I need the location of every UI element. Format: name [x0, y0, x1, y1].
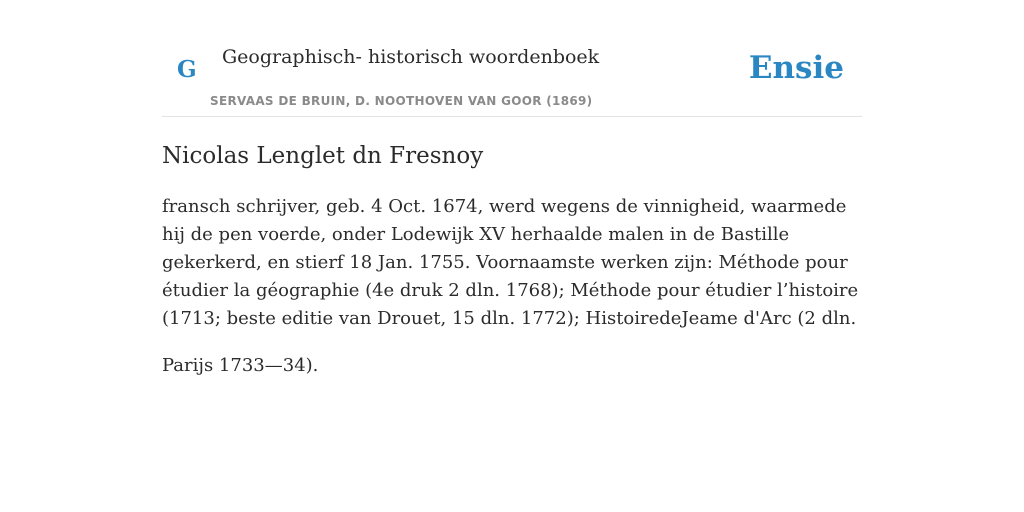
book-header: [162, 0, 862, 117]
article-paragraph: fransch schrijver, geb. 4 Oct. 1674, werd wegens de vinnigheid, waarmede hij de pen voerde, onder Lodewijk XV herhaalde malen in de Bastille gekerkerd, en stierf 18 Jan. 1755. Voornaamste werken zijn: Méthode pour étudier la géographie (4e druk 2 dln. 1768); Méthode pour étudier l’histoire (1713; beste editie van Drouet, 15 dln. 1772); HistoiredeJeame d'Arc (2 dln.: [162, 196, 859, 329]
article-title: Nicolas Lenglet dn Fresnoy: [162, 143, 484, 169]
book-title-link[interactable]: Geographisch- historisch woordenboek: [222, 46, 600, 68]
article-paragraph: Parijs 1733—34).: [162, 355, 319, 376]
book-authors: SERVAAS DE BRUIN, D. NOOTHOVEN VAN GOOR (1869): [210, 94, 593, 108]
page-container: [162, 0, 862, 380]
ensie-logo[interactable]: Ensie: [748, 50, 844, 86]
book-letter-badge[interactable]: G: [177, 56, 197, 83]
